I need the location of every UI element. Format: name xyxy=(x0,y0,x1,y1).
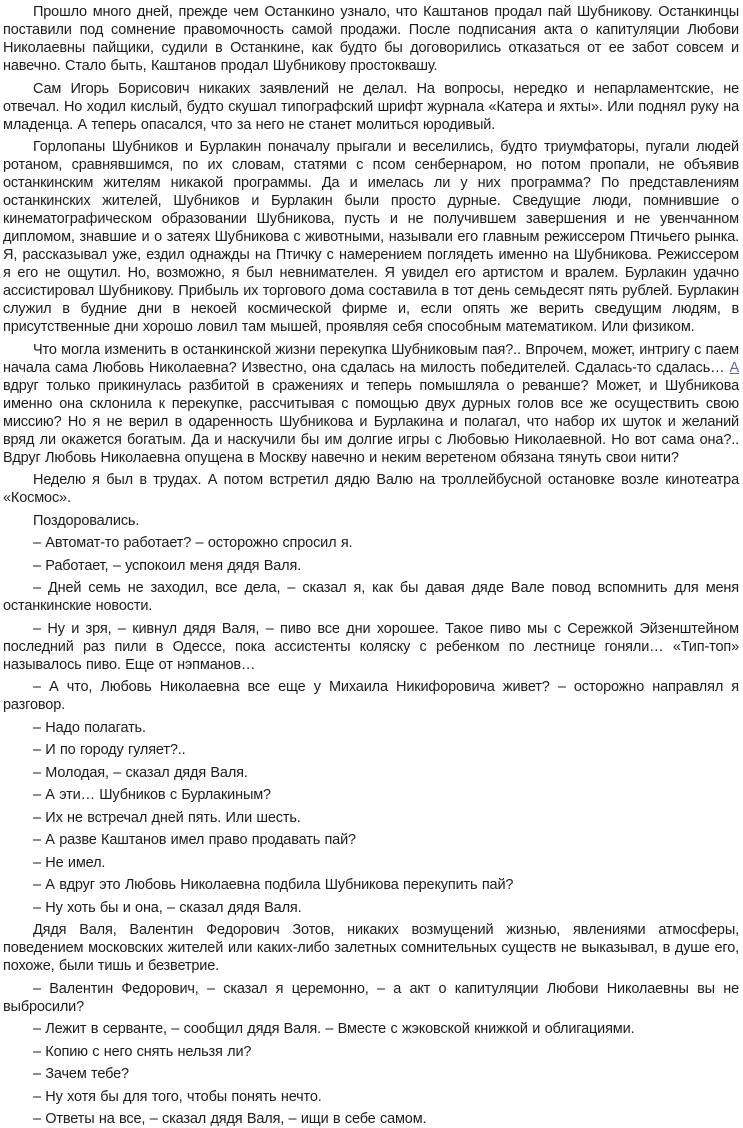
dialogue-line xyxy=(3,899,739,917)
dialogue-line xyxy=(3,1110,739,1128)
text-run: – И по городу гуляет?.. xyxy=(33,742,186,758)
text-run: – Их не встречал дней пять. Или шесть. xyxy=(33,809,301,826)
dialogue-line xyxy=(3,1065,739,1083)
text-run: Сам Игорь Борисович никаких заявлений не делал. На вопросы, нередко и непарламентские, не отвечал. Но ходил кислый, будто скушал типографский шрифт журнала «Катера и яхты». Или поднял руку на младенца. А теперь опасался, что за него не станет молиться юродивый. xyxy=(3,80,739,133)
dialogue-line xyxy=(3,741,739,759)
dialogue-line xyxy=(3,678,739,714)
dialogue-line xyxy=(3,854,739,872)
dialogue-line xyxy=(3,557,739,575)
highlighted-letter: А xyxy=(729,359,739,376)
text-run: – А эти… Шубников с Бурлакиным? xyxy=(33,787,271,803)
text-run: – Молодая, – сказал дядя Валя. xyxy=(33,764,248,781)
text-run: – Ну и зря, – кивнул дядя Валя, – пиво все дни хорошее. Такое пиво мы с Сережкой Эйзенштейном последний раз пили в Одессе, пока ассистенты коляску с ребенком по лестнице гоняли… «Тип-топ» называлось пиво. Еще от нэпманов… xyxy=(3,620,739,673)
text-run: – Автомат-то работает? – осторожно спросил я. xyxy=(33,535,353,551)
text-run: – Не имел. xyxy=(33,854,106,871)
text-run: – А разве Каштанов имел право продавать пай? xyxy=(33,832,356,848)
dialogue-line xyxy=(3,620,739,674)
dialogue-line xyxy=(3,786,739,804)
narrative-paragraph xyxy=(3,512,739,530)
narrative-paragraph xyxy=(3,341,739,467)
text-run: вдруг только прикинулась разбитой в сражениях и теперь помышляла о реванше? Может, и Шубникова именно она склонила к перекупке, рассчитывая с помощью двух дурных голов все же осуществить свою миссию? Но я не верил в одаренность Шубникова и Бурлакина и полагал, что набор их шуток и желаний вряд ли окажется богатым. Да и наскучили бы им долгие игры с Любовью Николаевной. Но вот сама она?.. Вдруг Любовь Николаевна опущена в Москву навечно и неким веретеном обязана тянуть свои нити? xyxy=(3,377,739,466)
narrative-paragraph xyxy=(3,921,739,975)
text-run: Горлопаны Шубников и Бурлакин поначалу прыгали и веселились, будто триумфаторы, пугали людей ротаном, сравнявшимся, по их словам, статями с псом сенбернаром, но потом пропали, не объявив останкинским жителям никакой программы. Да и имелась ли у них программа? По представлениям останкинских жителей, Шубников и Бурлакин были просто дурные. Сведущие люди, помнившие о кинематографическом образовании Шубникова, пусть и не получившем завершения и не увенчанном дипломом, знавшие и о затеях Шубникова с животными, называли его главным режиссером Птичьего рынка. Я, рассказывал уже, ездил однажды на Птичку с намерением поглядеть именно на Шубникова. Режиссером я его не ощутил. Но, возможно, я был невнимателен. Я увидел его артистом и вралем. Бурлакин удачно ассистировал Шубникову. Прибыль их торгового дома составила в тот день семьдесят пять рублей. Бурлакин служил в будние дни в некоей космической фирме и, если опять же верить сведущим людям, в присутственные дни хорошо ловил там мышей, проявляя себя способным математиком. Или физиком. xyxy=(3,139,739,335)
dialogue-line xyxy=(3,764,739,782)
text-run: Неделю я был в трудах. А потом встретил дядю Валю на троллейбусной остановке возле кинотеатра «Космос». xyxy=(3,472,739,506)
dialogue-line xyxy=(3,1043,739,1061)
text-run: – Лежит в серванте, – сообщил дядя Валя. – Вместе с жэковской книжкой и облигациями. xyxy=(33,1021,635,1037)
dialogue-line xyxy=(3,1088,739,1106)
dialogue-line xyxy=(3,719,739,737)
dialogue-line xyxy=(3,534,739,552)
text-run: – Ну хоть бы и она, – сказал дядя Валя. xyxy=(33,899,302,916)
text-run: Что могла изменить в останкинской жизни перекупка Шубниковым пая?.. Впрочем, может, интригу с паем начала сама Любовь Николаевна? Известно, она сдалась на милость победителей. Сдалась-то сдалась… xyxy=(3,341,739,376)
text-run: – Валентин Федорович, – сказал я церемонно, – а акт о капитуляции Любови Николаевны вы не выбросили? xyxy=(3,980,739,1015)
narrative-paragraph xyxy=(3,3,739,75)
text-run: – Зачем тебе? xyxy=(33,1066,129,1082)
text-content xyxy=(3,3,739,1128)
narrative-paragraph xyxy=(3,471,739,507)
dialogue-line xyxy=(3,980,739,1016)
dialogue-line xyxy=(3,1020,739,1038)
text-run: – Надо полагать. xyxy=(33,719,146,736)
text-run: – Ну хотя бы для того, чтобы понять нечто. xyxy=(33,1088,322,1105)
narrative-paragraph xyxy=(3,80,739,134)
text-run: – Дней семь не заходил, все дела, – сказал я, как бы давая дяде Вале повод вспомнить для меня останкинские новости. xyxy=(3,580,739,614)
narrative-paragraph xyxy=(3,138,739,336)
text-run: – Копию с него снять нельзя ли? xyxy=(33,1043,252,1060)
text-run: – Работает, – успокоил меня дядя Валя. xyxy=(33,557,302,574)
text-run: – Ответы на все, – сказал дядя Валя, – ищи в себе самом. xyxy=(33,1111,427,1127)
text-run: – А вдруг это Любовь Николаевна подбила Шубникова перекупить пай? xyxy=(33,877,514,893)
text-run: Прошло много дней, прежде чем Останкино узнало, что Каштанов продал пай Шубникову. Останкинцы поставили под сомнение правомочность самой продажи. После подписания акта о капитуляции Любови Николаевны пайщики, судили в Останкине, как будто бы договорились отказаться от ее забот совсем и навечно. Стало быть, Каштанов продал Шубникову простоквашу. xyxy=(3,4,739,74)
text-run: Поздоровались. xyxy=(33,512,140,529)
text-run: – А что, Любовь Николаевна все еще у Михаила Никифоровича живет? – осторожно направлял я разговор. xyxy=(3,679,739,713)
dialogue-line xyxy=(3,876,739,894)
text-run: Дядя Валя, Валентин Федорович Зотов, никаких возмущений жизнью, явлениями атмосферы, поведением московских жителей или каких-либо залетных сомнительных существ не выказывал, в душе его, похоже, были тишь и безветрие. xyxy=(3,922,739,974)
dialogue-line xyxy=(3,579,739,615)
dialogue-line xyxy=(3,809,739,827)
dialogue-line xyxy=(3,831,739,849)
